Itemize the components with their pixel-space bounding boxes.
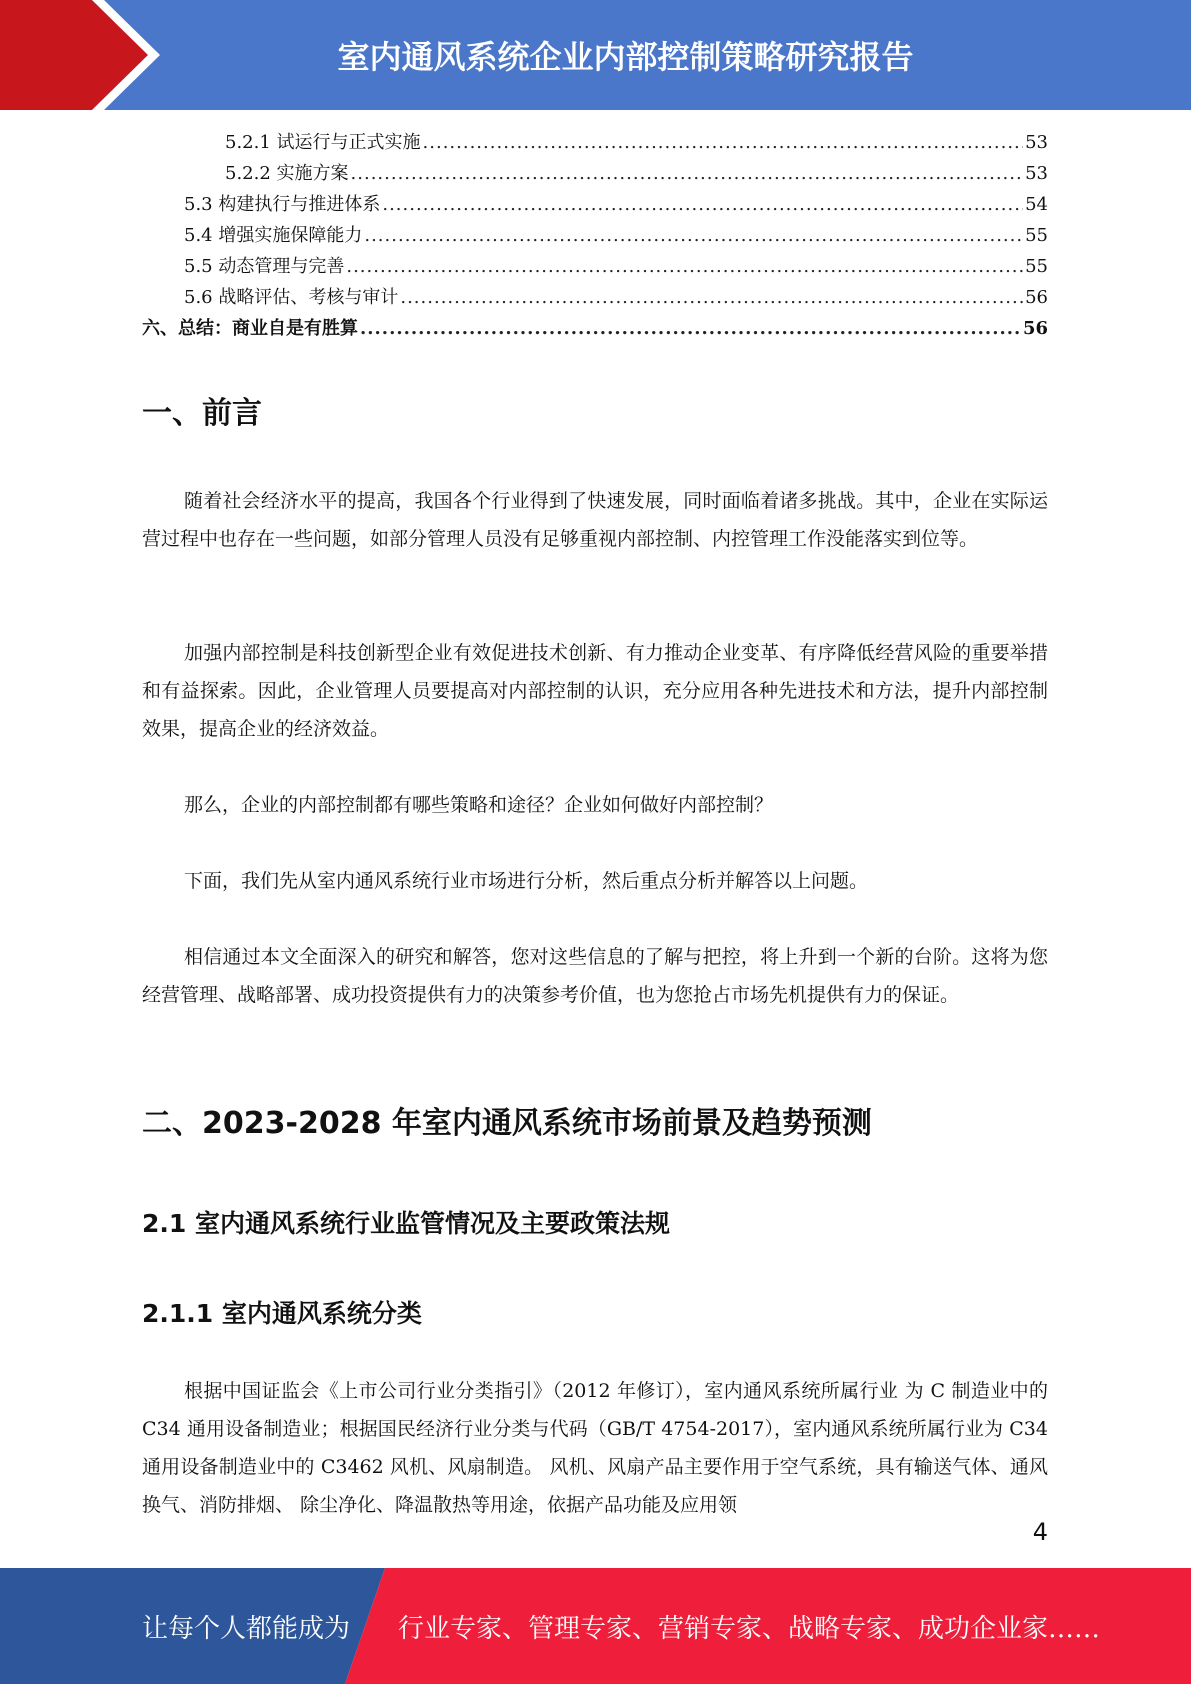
- toc-label: 5.6 战略评估、考核与审计: [184, 287, 399, 308]
- toc-entry[interactable]: [142, 190, 1048, 221]
- toc-entry[interactable]: [142, 283, 1048, 314]
- footer-banner: [0, 1568, 1191, 1684]
- footer-slogan-left: 让每个人都能成为: [142, 1613, 351, 1644]
- toc-label: 5.4 增强实施保障能力: [184, 225, 363, 246]
- toc-leader: [360, 318, 1021, 339]
- toc-entry[interactable]: [142, 252, 1048, 283]
- toc-leader: [423, 132, 1024, 153]
- toc-entry[interactable]: [142, 221, 1048, 252]
- paragraph: 随着社会经济水平的提高，我国各个行业得到了快速发展，同时面临着诸多挑战。其中，企业在实际运营过程中也存在一些问题，如部分管理人员没有足够重视内部控制、内控管理工作没能落实到位等。: [142, 490, 1048, 550]
- header-arrow-decoration: [0, 0, 160, 110]
- toc-page: 53: [1025, 132, 1048, 153]
- toc-page: 56: [1022, 318, 1048, 339]
- paragraph: 加强内部控制是科技创新型企业有效促进技术创新、有力推动企业变革、有序降低经营风险的重要举措和有益探索。因此，企业管理人员要提高对内部控制的认识，充分应用各种先进技术和方法，提升内部控制效果，提高企业的经济效益。: [142, 642, 1048, 740]
- toc-page: 55: [1025, 225, 1048, 246]
- toc-label: 5.5 动态管理与完善: [184, 256, 345, 277]
- toc-leader: [351, 163, 1024, 184]
- toc-entry[interactable]: [142, 159, 1048, 190]
- toc-label: 六、总结：商业自是有胜算: [142, 318, 358, 339]
- toc-entry[interactable]: [142, 314, 1048, 345]
- report-title: 室内通风系统企业内部控制策略研究报告: [337, 38, 914, 76]
- subsubsection-heading: 2.1.1 室内通风系统分类: [142, 1299, 422, 1328]
- toc-page: 56: [1025, 287, 1048, 308]
- toc-page: 53: [1025, 163, 1048, 184]
- paragraph: 相信通过本文全面深入的研究和解答，您对这些信息的了解与把控，将上升到一个新的台阶。这将为您经营管理、战略部署、成功投资提供有力的决策参考价值，也为您抢占市场先机提供有力的保证。: [142, 946, 1048, 1006]
- paragraph: 那么，企业的内部控制都有哪些策略和途径？企业如何做好内部控制？: [184, 794, 774, 816]
- toc-leader: [400, 287, 1023, 308]
- subsection-heading: 2.1 室内通风系统行业监管情况及主要政策法规: [142, 1209, 670, 1238]
- toc-label: 5.2.1 试运行与正式实施: [225, 132, 421, 153]
- toc-entry[interactable]: [142, 128, 1048, 159]
- toc-label: 5.3 构建执行与推进体系: [184, 194, 381, 215]
- table-of-contents: [142, 128, 1048, 345]
- paragraph: 根据中国证监会《上市公司行业分类指引》（2012 年修订），室内通风系统所属行业 为 C 制造业中的 C34 通用设备制造业；根据国民经济行业分类与代码（GB/T 4754-2017），室内通风系统所属行业为 C34 通用设备制造业中的 C3462 风机、风扇制造。 风机、风扇产品主要作用于空气系统，具有输送气体、通风换气、消防排烟、 除尘净化、降温散热等用途，依据产品功能及应用领: [142, 1380, 1048, 1516]
- toc-page: 55: [1025, 256, 1048, 277]
- report-header: [0, 0, 1191, 110]
- toc-leader: [346, 256, 1023, 277]
- toc-page: 54: [1025, 194, 1048, 215]
- footer-slogan-right: 行业专家、管理专家、营销专家、战略专家、成功企业家……: [398, 1613, 1101, 1644]
- toc-label: 5.2.2 实施方案: [225, 163, 349, 184]
- toc-leader: [364, 225, 1023, 246]
- section-heading-preface: 一、前言: [142, 396, 262, 431]
- section-heading-forecast: 二、2023-2028 年室内通风系统市场前景及趋势预测: [142, 1106, 872, 1141]
- page-number: 4: [1032, 1518, 1048, 1546]
- paragraph: 下面，我们先从室内通风系统行业市场进行分析，然后重点分析并解答以上问题。: [184, 870, 869, 892]
- toc-leader: [382, 194, 1023, 215]
